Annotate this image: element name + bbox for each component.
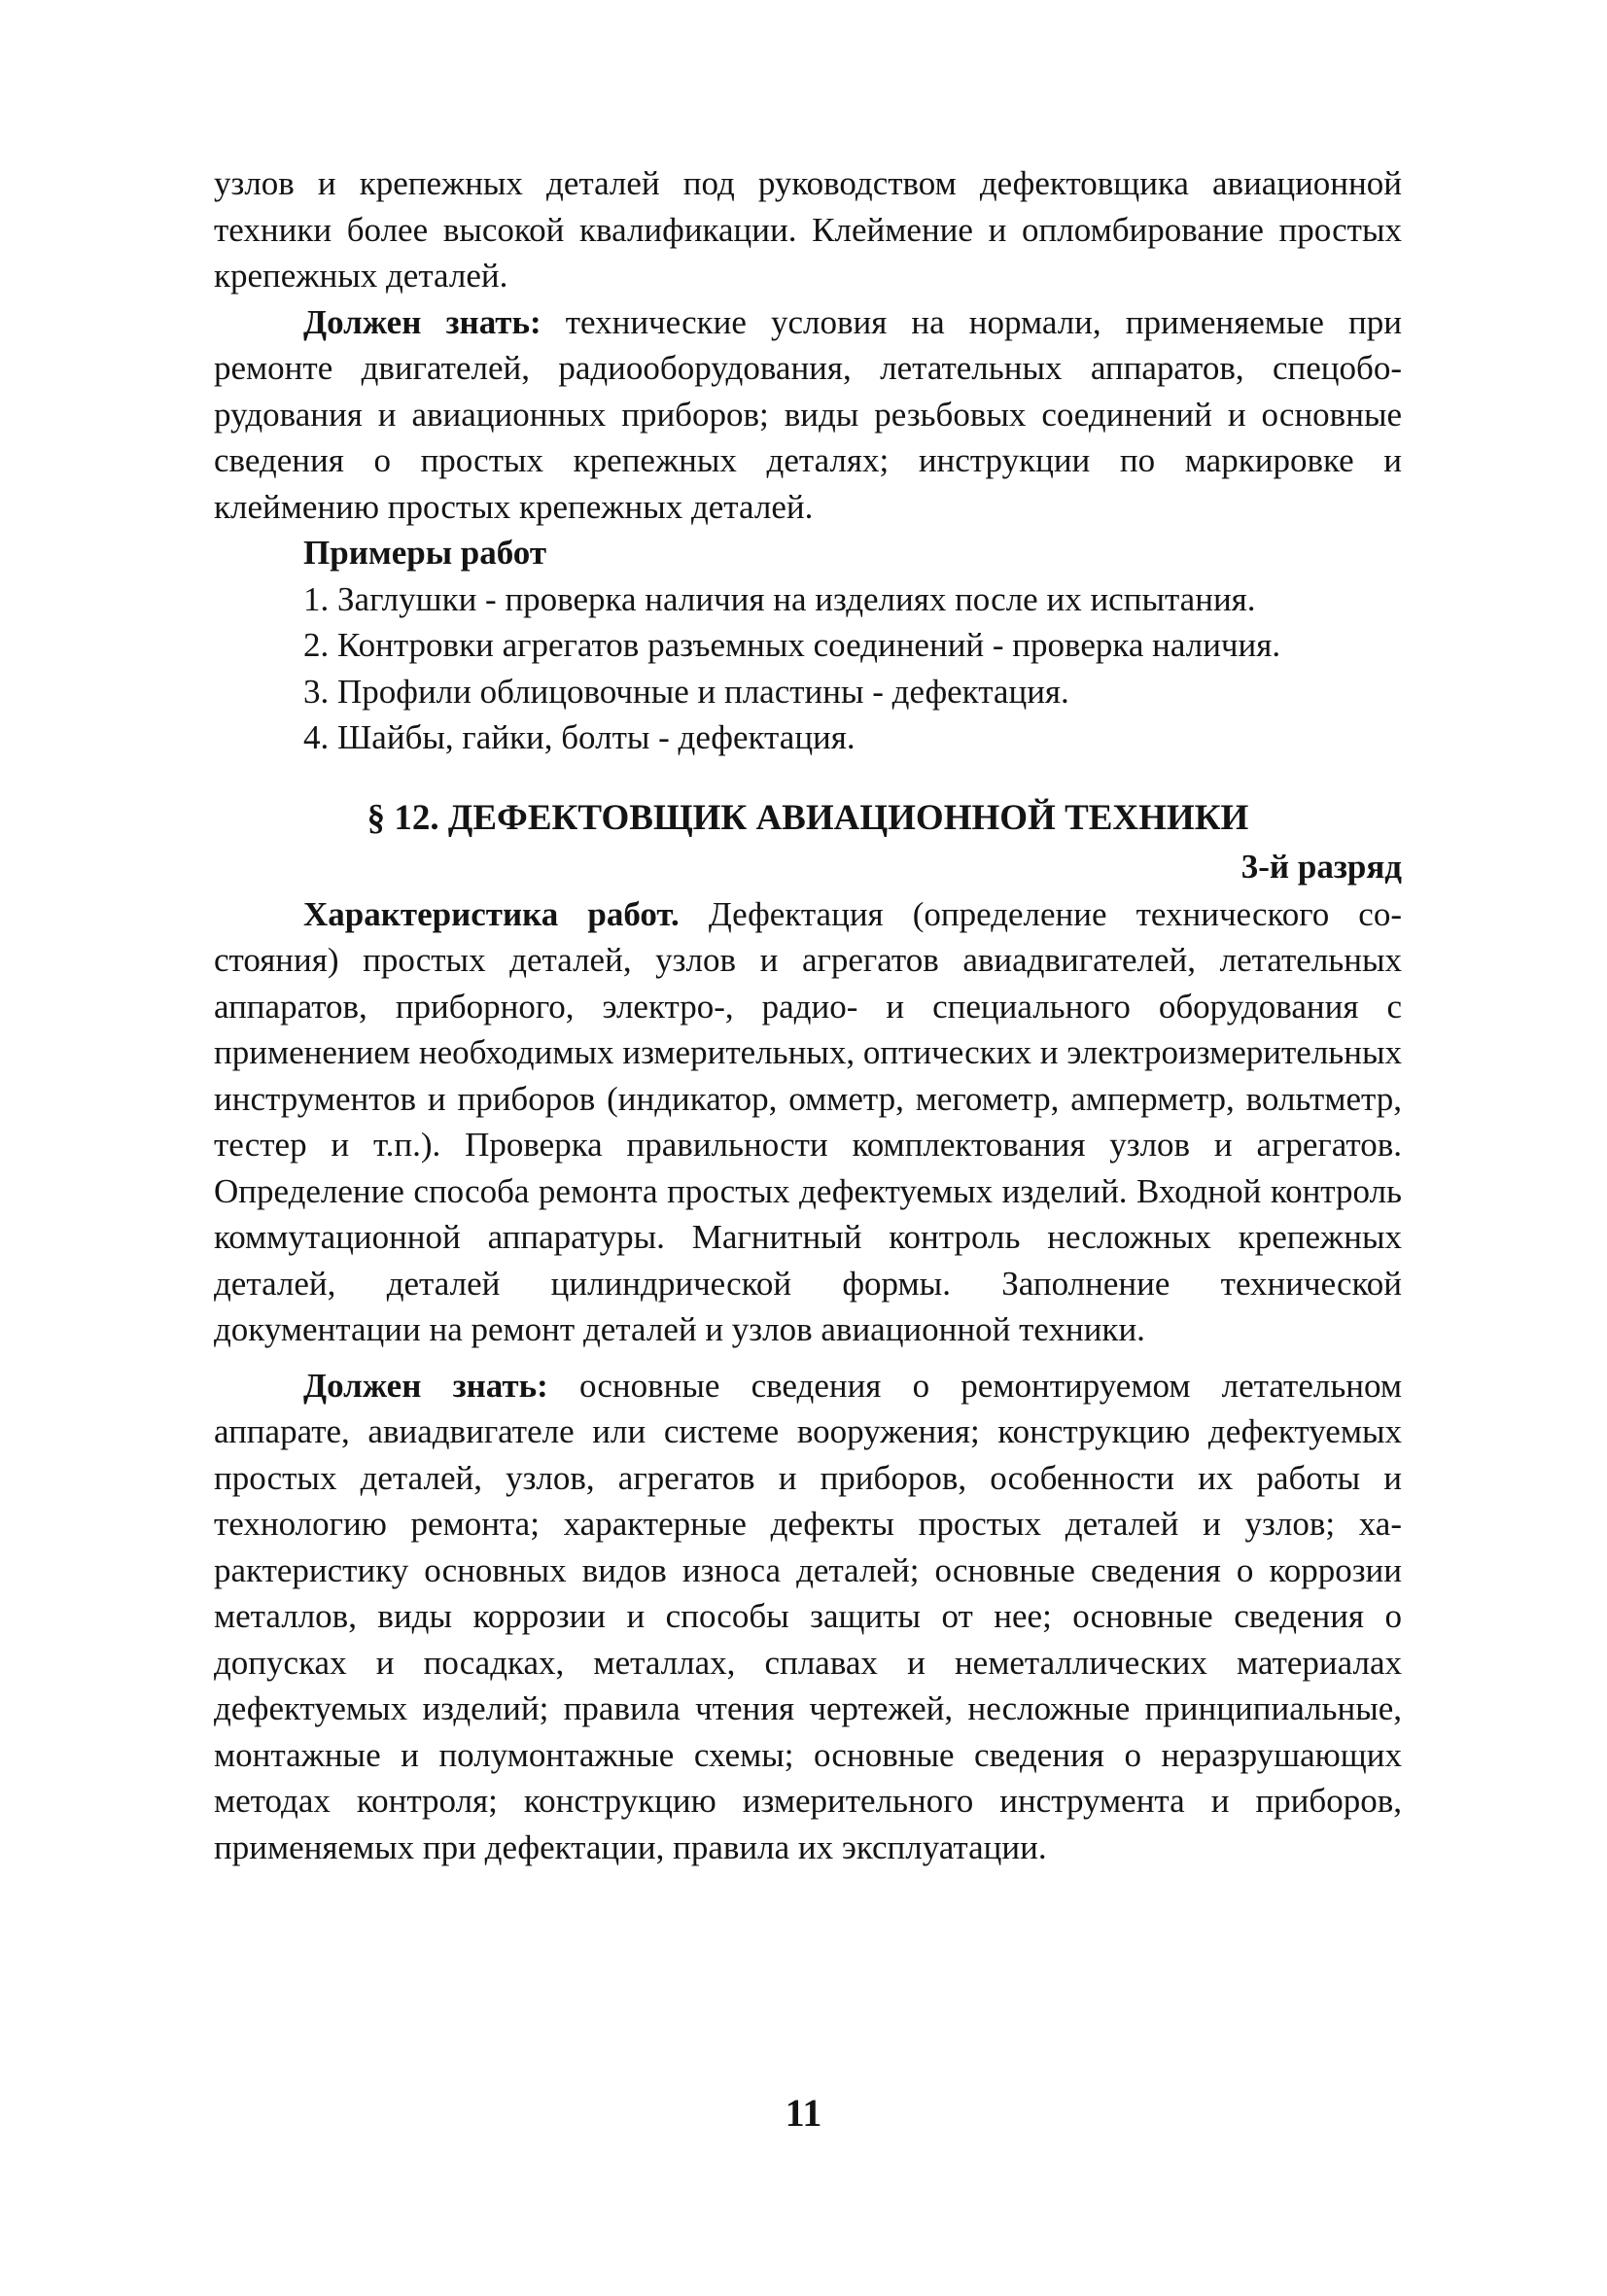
list-item: 4. Шайбы, гайки, болты - дефектация.: [303, 718, 856, 756]
paragraph-gap: [214, 1353, 1402, 1363]
must-know-lead-2: Должен знать:: [303, 1366, 548, 1405]
must-know-text-2: основные сведения о ремонтируемом летательном аппарате, авиадвигателе или системе вооружения; конструкцию дефектуемых простых деталей, узлов, агрегатов и приборов, особенности их работы и технологию ремонта; характерные дефекты простых деталей и узлов; характеристику основных видов износа деталей; основные сведения о коррозии металлов, виды коррозии и способы защиты от нее; основные сведения о допусках и посадках, металлах, сплавах и неметаллических материалах дефектуемых изделий; правила чтения чертежей, несложные принципиальные, монтажные и полумонтажные схемы; основные сведения о неразрушающих методах контроля; конструкцию измерительного инструмента и приборов, применяемых при дефектации, правила их эксплуатации.: [214, 1366, 1402, 1866]
examples-heading: Примеры работ: [303, 534, 547, 572]
work-characteristics-lead: Характеристика работ.: [303, 894, 680, 933]
must-know-text-1: технические условия на нормали, применяемые при ремонте двигателей, радиооборудования, летательных аппаратов, спецоборудования и авиационных приборов; виды резьбовых соединений и основные сведения о простых крепежных деталях; инструкции по маркировке и клеймению простых крепежных деталей.: [214, 302, 1402, 526]
intro-paragraph: узлов и крепежных деталей под руководством дефектовщика авиационной техники более высокой квалификации. Клеймение и опломбирование простых крепежных деталей.: [214, 164, 1402, 295]
page-content: [214, 160, 1402, 1870]
list-item: 3. Профили облицовочные и пластины - дефектация.: [303, 672, 1069, 711]
work-characteristics-paragraph: [214, 891, 1402, 1353]
list-item: 2. Контровки агрегатов разъемных соединений - проверка наличия.: [303, 626, 1281, 664]
examples-list: [214, 576, 1402, 761]
list-item: 1. Заглушки - проверка наличия на изделиях после их испытания.: [303, 579, 1256, 618]
section-title: § 12. ДЕФЕКТОВЩИК АВИАЦИОННОЙ ТЕХНИКИ: [367, 797, 1249, 838]
must-know-paragraph-2: [214, 1363, 1402, 1871]
page-number: 11: [785, 2091, 822, 2135]
work-characteristics-text: Дефектация (определение технического состояния) простых деталей, узлов и агрегатов авиадвигателей, летательных аппаратов, приборного, электро-, радио- и специального оборудования с применением необходимых измерительных, оптических и электроизмерительных инструментов и приборов (индикатор, омметр, мегометр, амперметр, вольтметр, тестер и т.п.). Проверка правильности комплектования узлов и агрегатов. Определение способа ремонта простых дефектуемых изделий. Входной контроль коммутационной аппаратуры. Магнитный контроль несложных крепежных деталей, деталей цилиндрической формы. Заполнение технической документации на ремонт деталей и узлов авиационной техники.: [214, 894, 1402, 1348]
grade-label: 3-й разряд: [1240, 847, 1402, 886]
must-know-paragraph-1: [214, 299, 1402, 531]
must-know-lead-1: Должен знать:: [303, 302, 541, 341]
